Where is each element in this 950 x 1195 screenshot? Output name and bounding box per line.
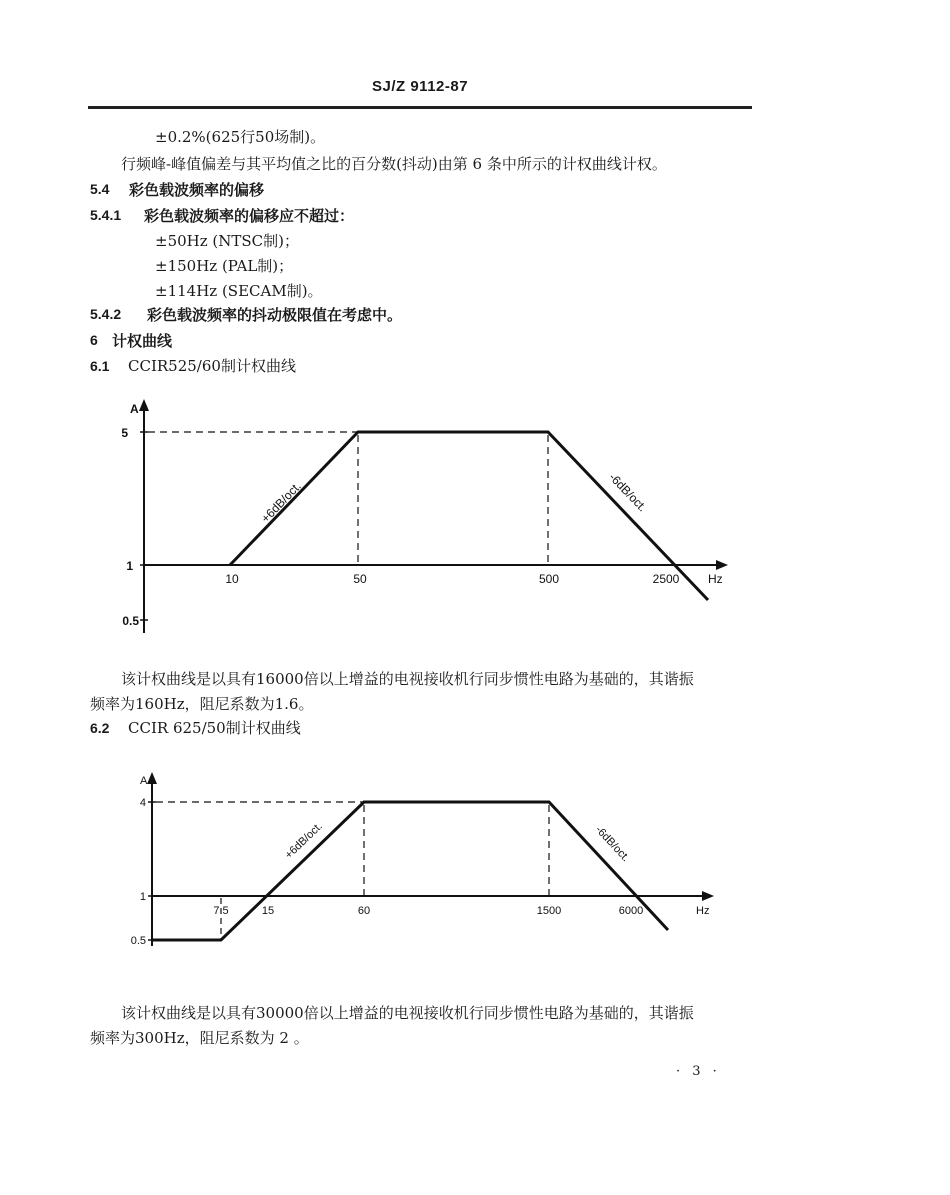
y-tick-label: 0.5 xyxy=(122,614,139,628)
x-tick-label: 15 xyxy=(261,905,275,917)
paragraph: 该计权曲线是以具有16000倍以上增益的电视接收机行同步惯性电路为基础的，其谐振 xyxy=(121,670,694,688)
standard-code: SJ/Z 9112-87 xyxy=(372,78,469,95)
slope-annotation: +6dB/oct. xyxy=(282,820,325,862)
x-axis-label: Hz xyxy=(708,572,723,586)
y-axis-label: A xyxy=(130,402,139,416)
paragraph: 该计权曲线是以具有30000倍以上增益的电视接收机行同步惯性电路为基础的，其谐振 xyxy=(121,1004,694,1022)
y-tick-label: 5 xyxy=(121,426,128,440)
section-title: 计权曲线 xyxy=(112,332,173,350)
section-title: CCIR 625/50制计权曲线 xyxy=(128,719,301,737)
x-axis-label: Hz xyxy=(696,905,710,917)
text-line: 行频峰-峰值偏差与其平均值之比的百分数(抖动)由第 6 条中所示的计权曲线计权。 xyxy=(121,155,667,173)
x-tick-label: 50 xyxy=(353,572,367,586)
x-tick-label: 7.5 xyxy=(213,905,229,917)
weighting-curve xyxy=(152,802,668,940)
section-number: 5.4.2 xyxy=(90,306,122,322)
x-tick-label: 500 xyxy=(538,572,560,586)
section-text: 彩色载波频率的偏移应不超过： xyxy=(144,207,355,225)
section-title: CCIR525/60制计权曲线 xyxy=(128,357,296,375)
y-tick-label: 1 xyxy=(139,891,146,903)
section-number: 6.1 xyxy=(90,358,110,374)
section-number: 5.4 xyxy=(90,181,110,197)
x-tick-label: 1500 xyxy=(536,905,562,917)
weighting-curve-chart-625 xyxy=(110,768,730,968)
weighting-curve-chart-525 xyxy=(100,395,750,640)
section-text: 彩色载波频率的抖动极限值在考虑中。 xyxy=(147,306,403,324)
x-tick-label: 10 xyxy=(225,572,239,586)
y-axis-label: A xyxy=(140,775,148,787)
header-rule xyxy=(88,106,752,109)
spec-pal: ±150Hz (PAL制)； xyxy=(155,257,294,275)
spec-secam: ±114Hz (SECAM制)。 xyxy=(155,282,323,300)
section-number: 6 xyxy=(90,332,98,348)
y-tick-label: 4 xyxy=(139,797,146,809)
axes xyxy=(139,399,728,633)
x-tick-label: 60 xyxy=(357,905,371,917)
section-number: 5.4.1 xyxy=(90,207,122,223)
paragraph: 频率为300Hz，阻尼系数为 2 。 xyxy=(90,1029,309,1047)
slope-annotation: -6dB/oct. xyxy=(592,823,632,865)
section-number: 6.2 xyxy=(90,720,110,736)
y-tick-label: 0.5 xyxy=(130,935,146,947)
page-number: · 3 · xyxy=(676,1064,721,1079)
weighting-curve xyxy=(230,432,708,600)
x-tick-label: 6000 xyxy=(618,905,644,917)
y-tick-label: 1 xyxy=(126,559,133,573)
slope-annotation: +6dB/oct. xyxy=(258,478,304,526)
slope-annotation: -6dB/oct. xyxy=(606,470,650,515)
paragraph: 频率为160Hz，阻尼系数为1.6。 xyxy=(90,695,314,713)
text-line: ±0.2%(625行50场制)。 xyxy=(155,128,326,146)
spec-ntsc: ±50Hz (NTSC制)； xyxy=(155,232,299,250)
axes xyxy=(147,772,714,946)
section-title: 彩色载波频率的偏移 xyxy=(129,181,265,199)
x-tick-label: 2500 xyxy=(652,572,680,586)
